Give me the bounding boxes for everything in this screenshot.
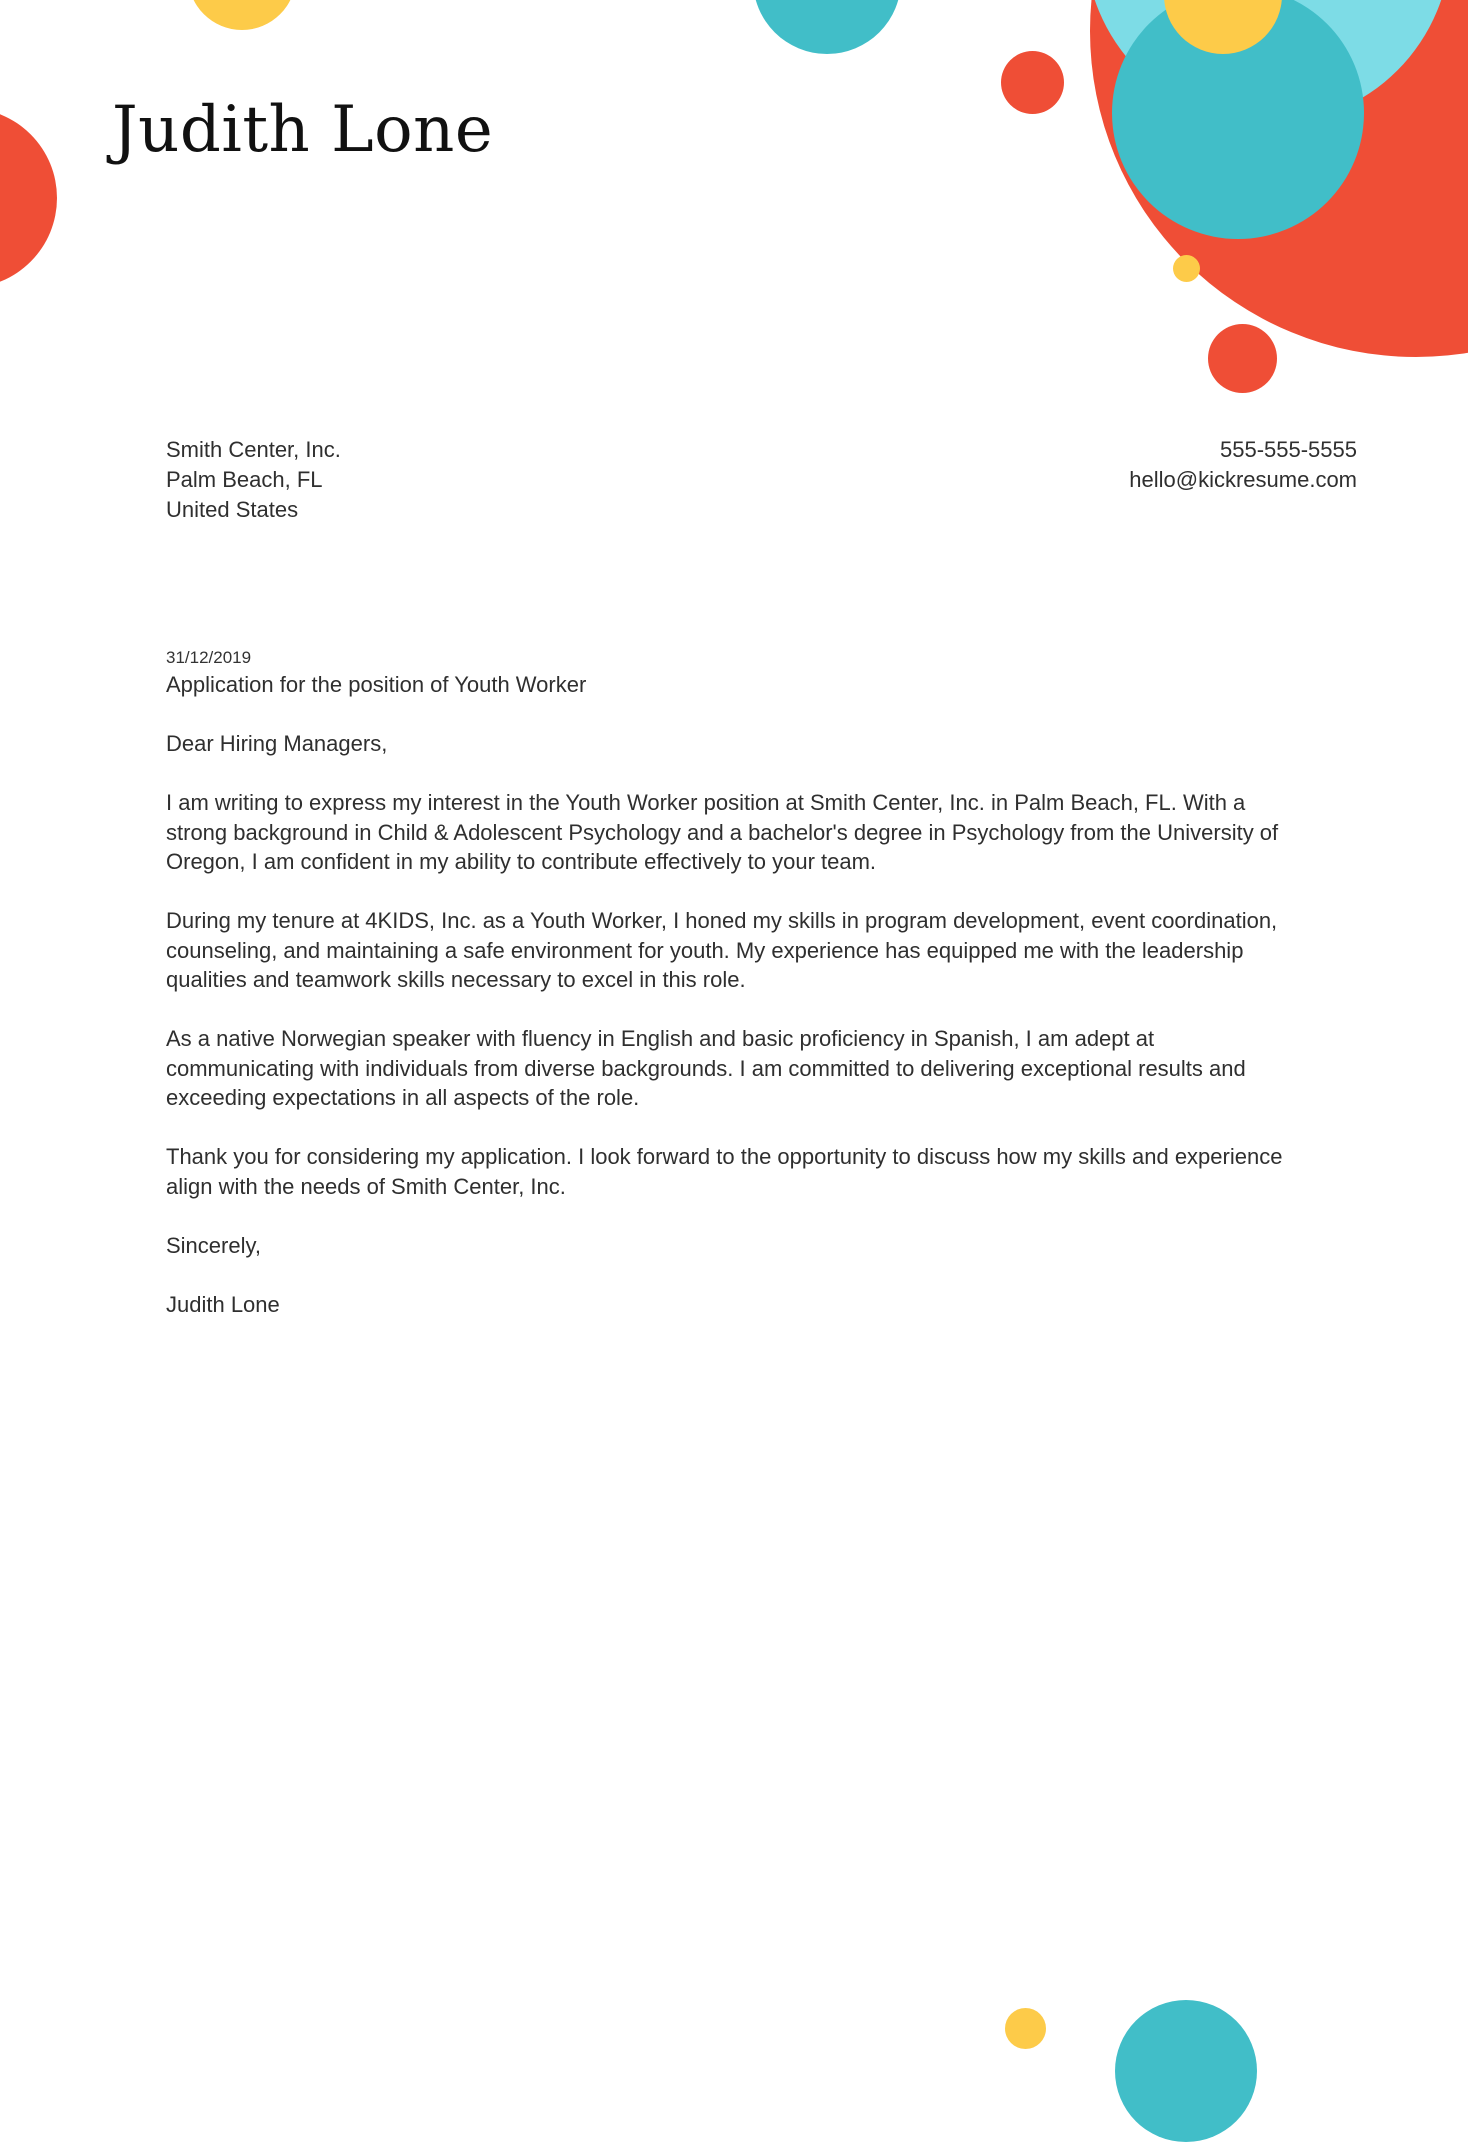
recipient-city: Palm Beach, FL [166, 467, 323, 492]
contact-email: hello@kickresume.com [1129, 467, 1357, 492]
paragraph-line: I am writing to express my interest in the Youth Worker position at Smith Center, Inc. in Palm Beach, FL. With a [166, 790, 1246, 815]
decor-circle-yellow-tiny [1173, 255, 1200, 282]
paragraph-line: strong background in Child & Adolescent Psychology and a bachelor's degree in Psychology from the University of [166, 819, 1279, 845]
decor-circle-red-left [0, 108, 57, 288]
letter-paragraph-2 [166, 906, 1366, 995]
letter-date: 31/12/2019 [166, 648, 252, 667]
recipient-address [166, 435, 341, 525]
paragraph-line: During my tenure at 4KIDS, Inc. as a Youth Worker, I honed my skills in program development, event coordination, [166, 908, 1278, 933]
decor-circle-red-mid [1208, 324, 1277, 393]
paragraph-line: counseling, and maintaining a safe environment for youth. My experience has equipped me with the leadership [166, 937, 1244, 963]
paragraph-line: communicating with individuals from diverse backgrounds. I am committed to delivering exceptional results and [166, 1055, 1246, 1081]
letter-subject: Application for the position of Youth Worker [166, 672, 587, 697]
recipient-country: United States [166, 497, 299, 522]
paragraph-line: align with the needs of Smith Center, Inc. [166, 1173, 566, 1199]
paragraph-line: Thank you for considering my application. I look forward to the opportunity to discuss how my skills and experience [166, 1144, 1283, 1169]
letter-paragraph-1 [166, 788, 1366, 877]
letter-paragraph-3 [166, 1024, 1366, 1113]
decor-circle-red-small [1001, 51, 1064, 114]
letter-body [166, 646, 1366, 1319]
letter-signature: Judith Lone [166, 1291, 280, 1317]
paragraph-line: exceeding expectations in all aspects of the role. [166, 1085, 640, 1110]
paragraph-line: qualities and teamwork skills necessary to excel in this role. [166, 967, 746, 992]
recipient-company: Smith Center, Inc. [166, 437, 341, 462]
decor-circle-yellow-bottom [1005, 2008, 1046, 2049]
paragraph-line: As a native Norwegian speaker with fluency in English and basic proficiency in Spanish, I am adept at [166, 1026, 1155, 1051]
letter-salutation: Dear Hiring Managers, [166, 731, 388, 756]
contact-phone: 555-555-5555 [1219, 437, 1357, 462]
sender-contact [1129, 435, 1357, 495]
decor-circle-teal-bottom [1115, 2000, 1257, 2142]
letter-paragraph-4 [166, 1142, 1366, 1201]
paragraph-line: Oregon, I am confident in my ability to contribute effectively to your team. [166, 849, 877, 874]
letter-closing: Sincerely, [166, 1232, 261, 1258]
page-title: Judith Lone [112, 93, 494, 167]
decor-circle-yellow-top-left [188, 0, 296, 30]
decor-circle-teal-top [753, 0, 901, 54]
